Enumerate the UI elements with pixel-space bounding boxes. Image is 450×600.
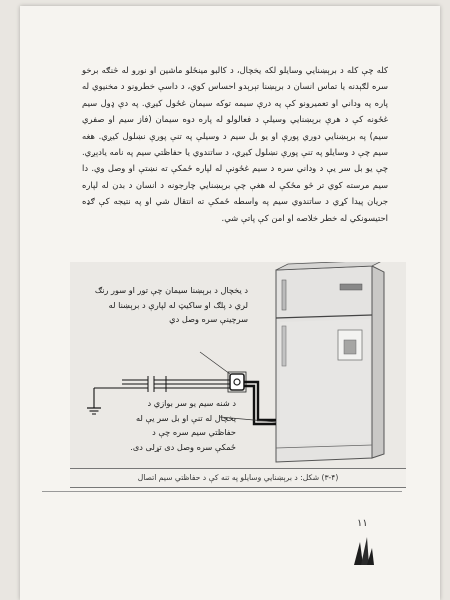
refrigerator-drawing	[276, 262, 384, 462]
annotation-ground-wire: د شنه سيم يو سر بوازي د يخچال له تنې او بل سر يې له حفاظتي سيم سره چې د ځمکې سره وصل دی تړلی دی.	[130, 398, 236, 452]
page-number: ۱۱	[357, 518, 368, 529]
body-paragraph: کله چې کله د برېښنايي وسايلو لکه يخچال، د کالبو مينځلو ماشين او نورو له څنګه برخو سره لګېدنه يا تماس انسان د برېښنا تېرېدو احساس کوي، د داسې خطرونو د مخنيوي له پاره په وداني او تعميرونو کې په درې سيمه توکه سيمان غځول کيږي. په دې ډول سيم غځونه کې د هرې برېښنايي وسيلې د فعالولو له پاره دوه سيمان (فاز سيم او صفري سيم) په برېښنايي دوري پورې او يو بل سيم د وسيلې په تنې پورې نښلول کيږي. هغه سيم چې د وسايلو په تنې پورې نښلول کيږي، د ساتندوي يا حفاظتي سيم په نامه يادېږي. چې يو بل سر يې د وداني سره د سيم غځونې له لپاره ځمکې ته نښتې او وصل وي. دا سيم مرسته کوي تر څو مځکې له هغې چې برېښنايي چارجونه د انسان د بدن له لپاره جريان پيدا کړي د ساتندوي سيم په واسطه ځمکې ته انتقال شي او په نتيجه کې ګډه احتيسونکي له خطر خلاصه او امن کې پاتې شي.	[82, 65, 388, 223]
book-page	[20, 6, 440, 600]
divider	[42, 491, 402, 492]
ground-symbol-icon	[87, 408, 101, 414]
figure-caption: (۳-۴) شکل: د برېښنايي وسايلو په تنه کې د حفاظتي سيم اتصال	[70, 468, 406, 488]
publisher-logo-icon	[353, 536, 375, 566]
annotation-power-cable: د يخچال د برېښنا سيمان چې تور او سور رنګ لري د پلګ او ساکيټ له لپارې د برېښنا له سرچينې سره وصل دي	[94, 285, 248, 324]
wall-socket-icon	[228, 372, 246, 392]
figure-illustration	[70, 262, 406, 468]
